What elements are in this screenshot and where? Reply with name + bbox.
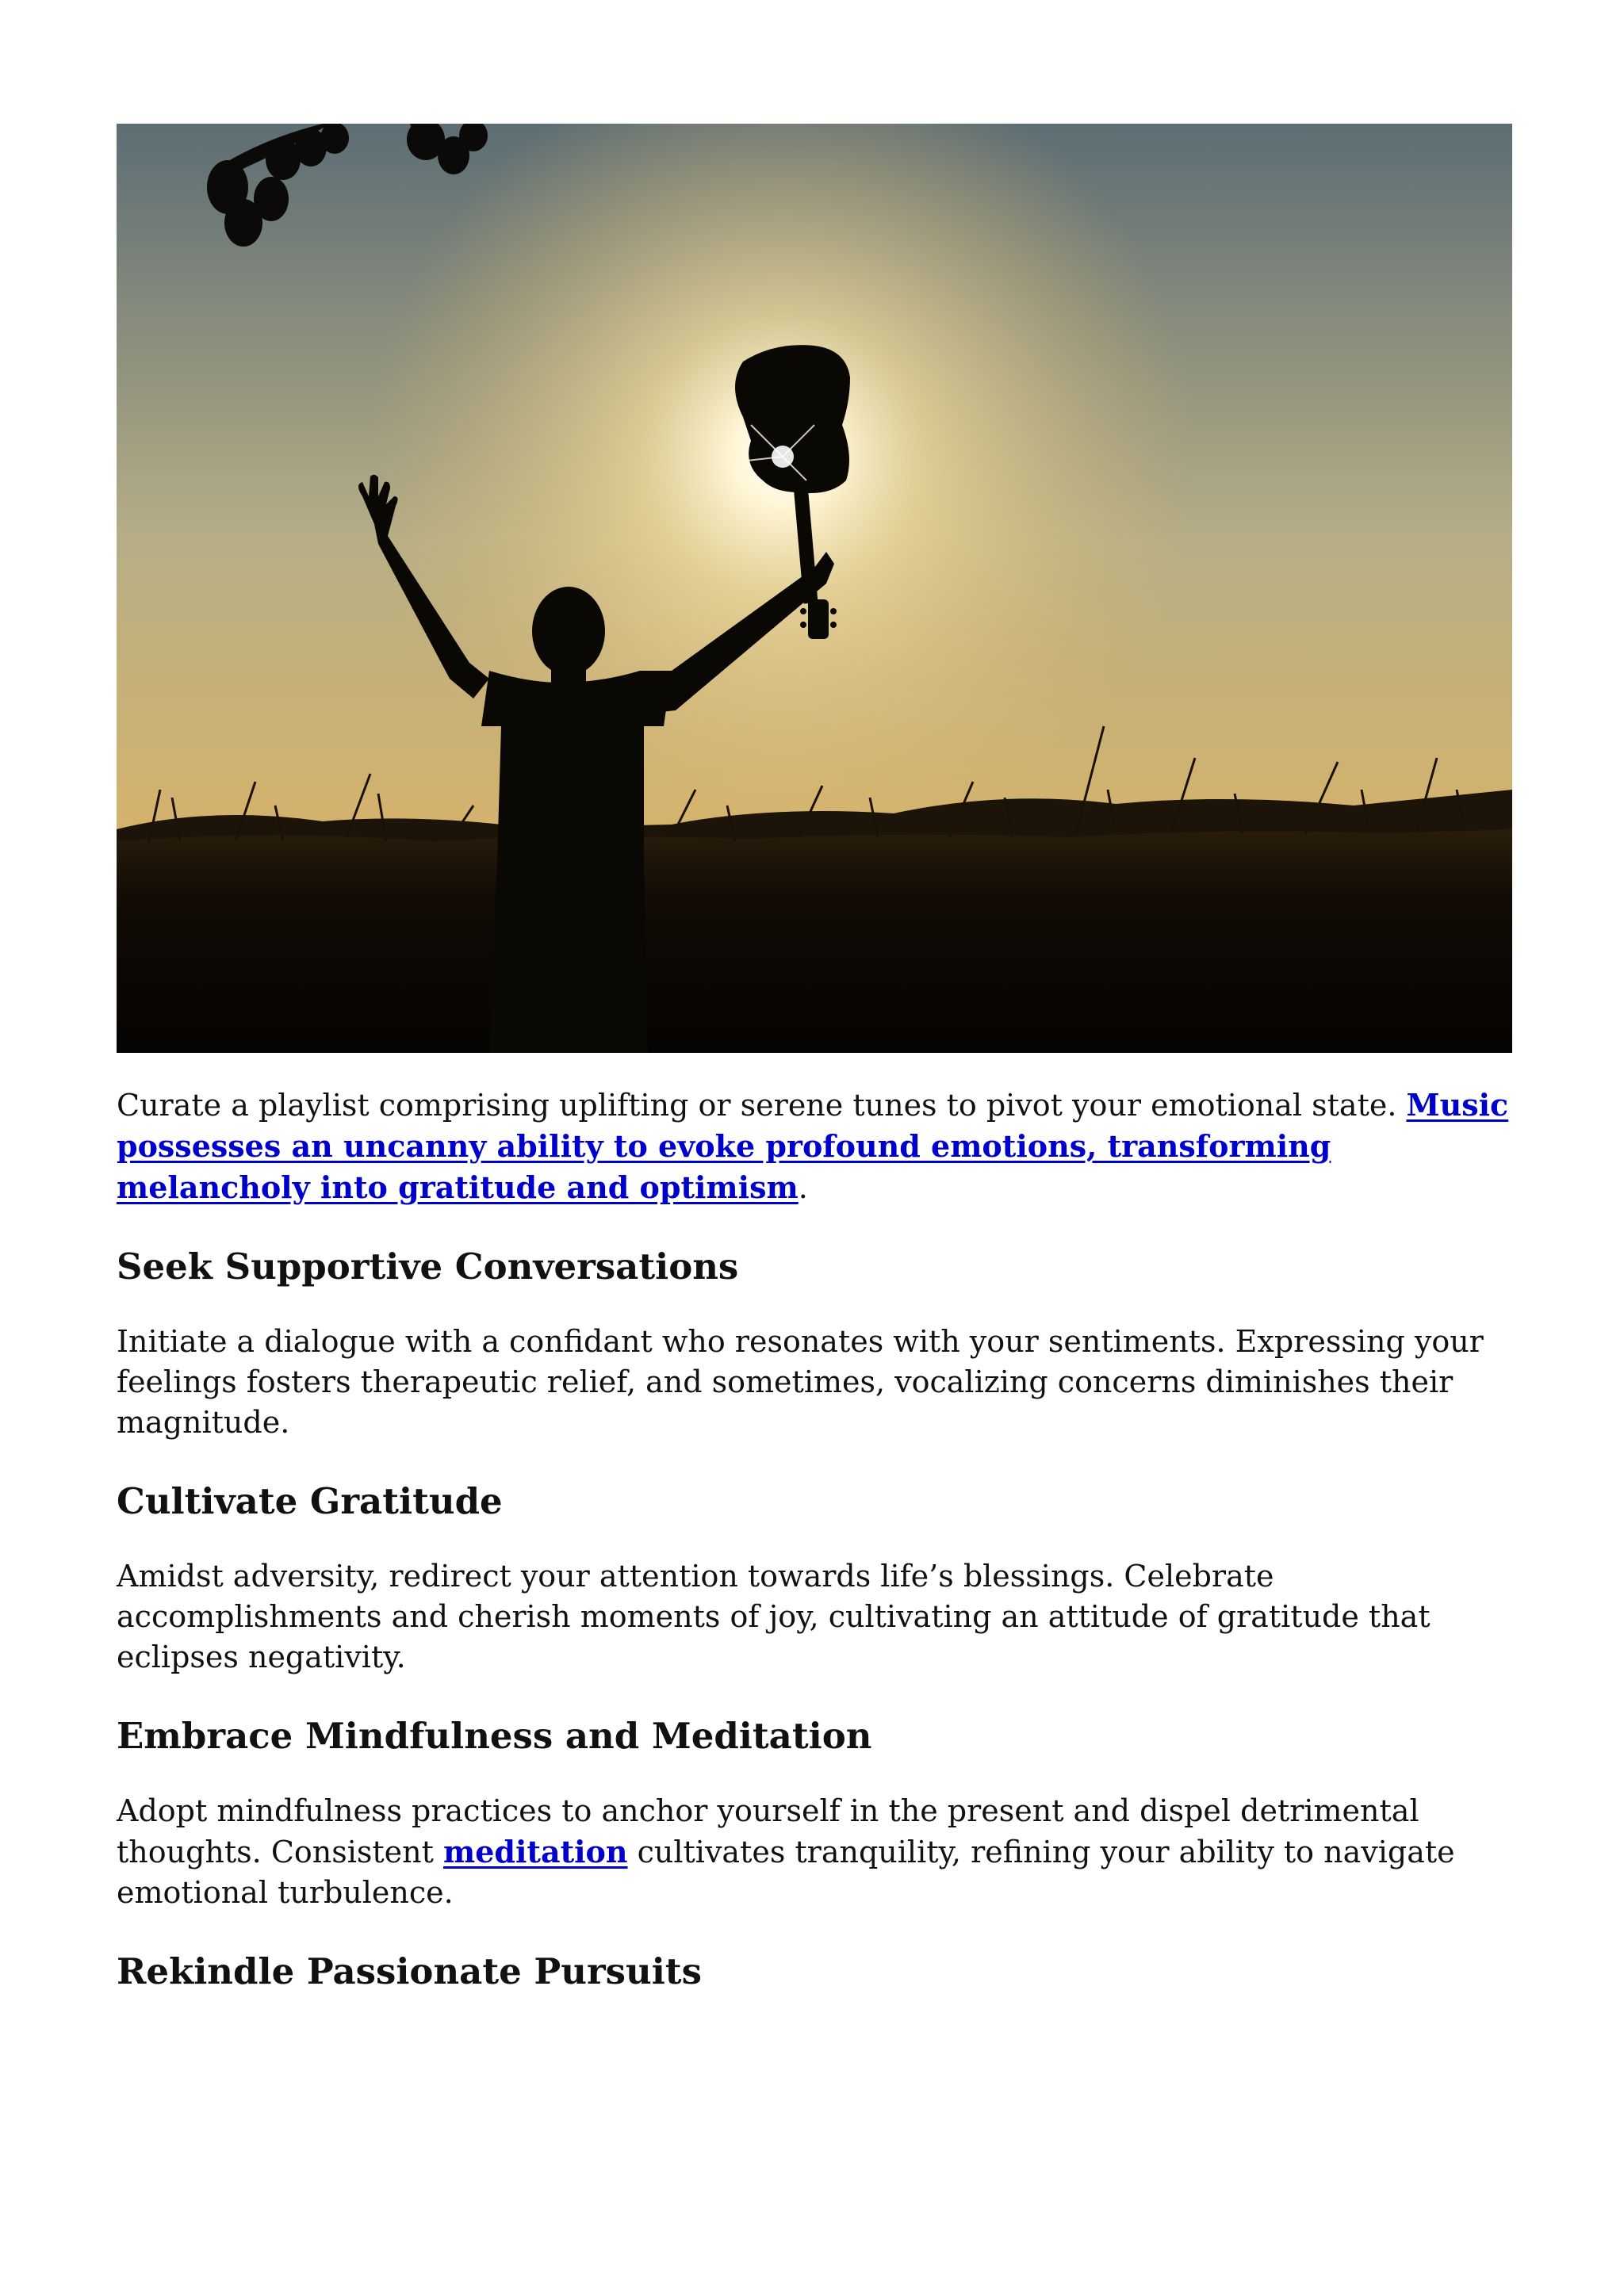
heading-mindfulness-meditation: Embrace Mindfulness and Meditation bbox=[117, 1715, 872, 1757]
intro-text: Curate a playlist comprising uplifting or serene tunes to pivot your emotional state. bbox=[117, 1088, 1407, 1123]
paragraph-supportive-conversations: Initiate a dialogue with a confidant who resonates with your sentiments. Expressing your feelings fosters therapeutic relief, and sometimes, vocalizing concerns diminishes their magnitude. bbox=[117, 1324, 1484, 1440]
meditation-link[interactable]: meditation bbox=[443, 1834, 628, 1869]
mindfulness-text-before: Adopt mindfulness practices to anchor yourself in the present and dispel detrimental thoughts. Consistent bbox=[117, 1793, 1419, 1869]
paragraph-mindfulness-meditation bbox=[117, 1791, 1512, 1913]
intro-paragraph bbox=[117, 1085, 1512, 1208]
heading-cultivate-gratitude: Cultivate Gratitude bbox=[117, 1480, 503, 1522]
hero-image bbox=[117, 124, 1512, 1053]
grass-field bbox=[117, 829, 1512, 1053]
intro-period: . bbox=[798, 1170, 808, 1205]
paragraph-cultivate-gratitude: Amidst adversity, redirect your attention towards life’s blessings. Celebrate accomplishments and cherish moments of joy, cultivating an attitude of gratitude that eclipses negativity. bbox=[117, 1559, 1431, 1674]
mindfulness-text-after: cultivates tranquility, refining your ability to navigate emotional turbulence. bbox=[117, 1835, 1455, 1910]
heading-passionate-pursuits: Rekindle Passionate Pursuits bbox=[117, 1950, 702, 1992]
heading-supportive-conversations: Seek Supportive Conversations bbox=[117, 1246, 739, 1288]
music-emotions-link[interactable]: Music possesses an uncanny ability to evoke profound emotions, transforming melancholy into gratitude and optimism bbox=[117, 1087, 1509, 1205]
article-body bbox=[117, 124, 1512, 2026]
